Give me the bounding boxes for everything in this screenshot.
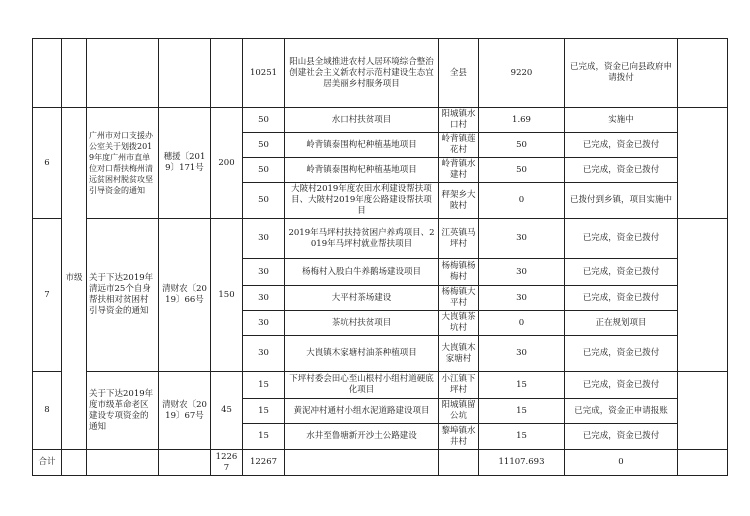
status-cell: 已拨付到乡镇，项目实施中 (565, 183, 678, 219)
funds-cell: 30 (479, 336, 565, 372)
table-row (33, 219, 728, 259)
status-cell: 已完成，资金正申请报账 (565, 399, 678, 424)
level-cell: 市级 (62, 108, 87, 450)
place-cell: 小江镇下坪村 (439, 372, 479, 399)
project-cell: 水井至鲁塘新开沙土公路建设 (285, 424, 439, 450)
table-row (33, 372, 728, 399)
remark-cell (678, 39, 728, 108)
table-row (33, 108, 728, 133)
doc-cell (159, 450, 211, 476)
amount-cell: 12267 (243, 450, 285, 476)
title-cell (87, 450, 159, 476)
no-cell (33, 39, 62, 108)
total-cell: 12267 (211, 450, 243, 476)
place-cell: 岭背镇莲花村 (439, 133, 479, 158)
title-cell: 广州市对口支援办公室关于划拨2019年度广州市直单位对口帮扶梅州清远贫困村脱贫攻坚引导资金的通知 (87, 108, 159, 219)
project-cell (285, 450, 439, 476)
place-cell: 全县 (439, 39, 479, 108)
project-cell: 茶坑村扶贫项目 (285, 311, 439, 336)
status-cell: 已完成，资金已向县政府申请拨付 (565, 39, 678, 108)
amount-cell: 10251 (243, 39, 285, 108)
funds-cell: 9220 (479, 39, 565, 108)
level-cell (62, 39, 87, 108)
funds-table (32, 38, 728, 476)
status-cell: 正在规划项目 (565, 311, 678, 336)
doc-cell (159, 39, 211, 108)
remark-cell (678, 219, 728, 372)
project-cell: 大陂村2019年度农田水利建设帮扶项目、大陂村2019年度公路建设帮扶项目 (285, 183, 439, 219)
amount-cell: 15 (243, 399, 285, 424)
no-cell: 8 (33, 372, 62, 450)
project-cell: 岭背镇泰围枸杞种植基地项目 (285, 133, 439, 158)
funds-cell: 0 (479, 311, 565, 336)
funds-cell: 1.69 (479, 108, 565, 133)
place-cell: 阳城镇留公坑 (439, 399, 479, 424)
no-cell: 7 (33, 219, 62, 372)
status-cell: 实施中 (565, 108, 678, 133)
remark-cell (678, 450, 728, 476)
place-cell: 杨梅镇大平村 (439, 286, 479, 311)
project-cell: 下坪村委会田心至山根村小组村道硬底化项目 (285, 372, 439, 399)
amount-cell: 50 (243, 133, 285, 158)
funds-cell: 30 (479, 259, 565, 286)
status-cell: 已完成，资金已拨付 (565, 133, 678, 158)
status-cell: 已完成，资金已拨付 (565, 158, 678, 183)
status-cell: 已完成，资金已拨付 (565, 372, 678, 399)
status-cell: 已完成，资金已拨付 (565, 259, 678, 286)
total-cell: 200 (211, 108, 243, 219)
project-cell: 杨梅村入股白牛养鹅场建设项目 (285, 259, 439, 286)
funds-cell: 30 (479, 219, 565, 259)
place-cell: 江英镇马坪村 (439, 219, 479, 259)
title-cell: 关于下达2019年清远市25个自身帮扶相对贫困村引导资金的通知 (87, 219, 159, 372)
doc-cell: 穗援〔2019〕171号 (159, 108, 211, 219)
amount-cell: 50 (243, 158, 285, 183)
place-cell (439, 450, 479, 476)
place-cell: 大崀镇茶坑村 (439, 311, 479, 336)
table-row-total (33, 450, 728, 476)
funds-cell: 50 (479, 158, 565, 183)
amount-cell: 30 (243, 311, 285, 336)
no-cell: 6 (33, 108, 62, 219)
status-cell: 已完成，资金已拨付 (565, 336, 678, 372)
funds-cell: 50 (479, 133, 565, 158)
status-cell: 已完成，资金已拨付 (565, 219, 678, 259)
place-cell: 黎埠镇水井村 (439, 424, 479, 450)
funds-cell: 30 (479, 286, 565, 311)
remark-cell (678, 372, 728, 450)
amount-cell: 15 (243, 424, 285, 450)
doc-cell: 清财农〔2019〕67号 (159, 372, 211, 450)
amount-cell: 15 (243, 372, 285, 399)
project-cell: 阳山县全域推进农村人居环境综合整治创建社会主义新农村示范村建设生态宜居美丽乡村服务项目 (285, 39, 439, 108)
place-cell: 岭背镇水建村 (439, 158, 479, 183)
funds-cell: 11107.693 (479, 450, 565, 476)
title-cell: 关于下达2019年度市级革命老区建设专项资金的通知 (87, 372, 159, 450)
table-row (33, 39, 728, 108)
place-cell: 杨梅镇杨梅村 (439, 259, 479, 286)
status-cell: 已完成，资金已拨付 (565, 424, 678, 450)
project-cell: 水口村扶贫项目 (285, 108, 439, 133)
total-cell: 45 (211, 372, 243, 450)
funds-cell: 15 (479, 372, 565, 399)
funds-cell: 15 (479, 424, 565, 450)
amount-cell: 30 (243, 336, 285, 372)
total-cell (211, 39, 243, 108)
funds-cell: 0 (479, 183, 565, 219)
project-cell: 大平村茶场建设 (285, 286, 439, 311)
status-cell: 已完成，资金已拨付 (565, 286, 678, 311)
amount-cell: 30 (243, 219, 285, 259)
project-cell: 黄泥冲村通村小组水泥道路建设项目 (285, 399, 439, 424)
total-cell: 150 (211, 219, 243, 372)
project-cell: 大崀镇木家塘村油茶种植项目 (285, 336, 439, 372)
status-cell: 0 (565, 450, 678, 476)
funds-cell: 15 (479, 399, 565, 424)
doc-cell: 清财农〔2019〕66号 (159, 219, 211, 372)
amount-cell: 30 (243, 259, 285, 286)
title-cell (87, 39, 159, 108)
place-cell: 大崀镇木家塘村 (439, 336, 479, 372)
project-cell: 岭背镇泰围枸杞种植基地项目 (285, 158, 439, 183)
place-cell: 秤架乡大陂村 (439, 183, 479, 219)
amount-cell: 50 (243, 183, 285, 219)
sum-label-cell: 合计 (33, 450, 62, 476)
amount-cell: 30 (243, 286, 285, 311)
place-cell: 阳城镇水口村 (439, 108, 479, 133)
level-cell (62, 450, 87, 476)
remark-cell (678, 108, 728, 219)
amount-cell: 50 (243, 108, 285, 133)
project-cell: 2019年马坪村扶持贫困户养鸡项目、2019年马坪村就业帮扶项目 (285, 219, 439, 259)
